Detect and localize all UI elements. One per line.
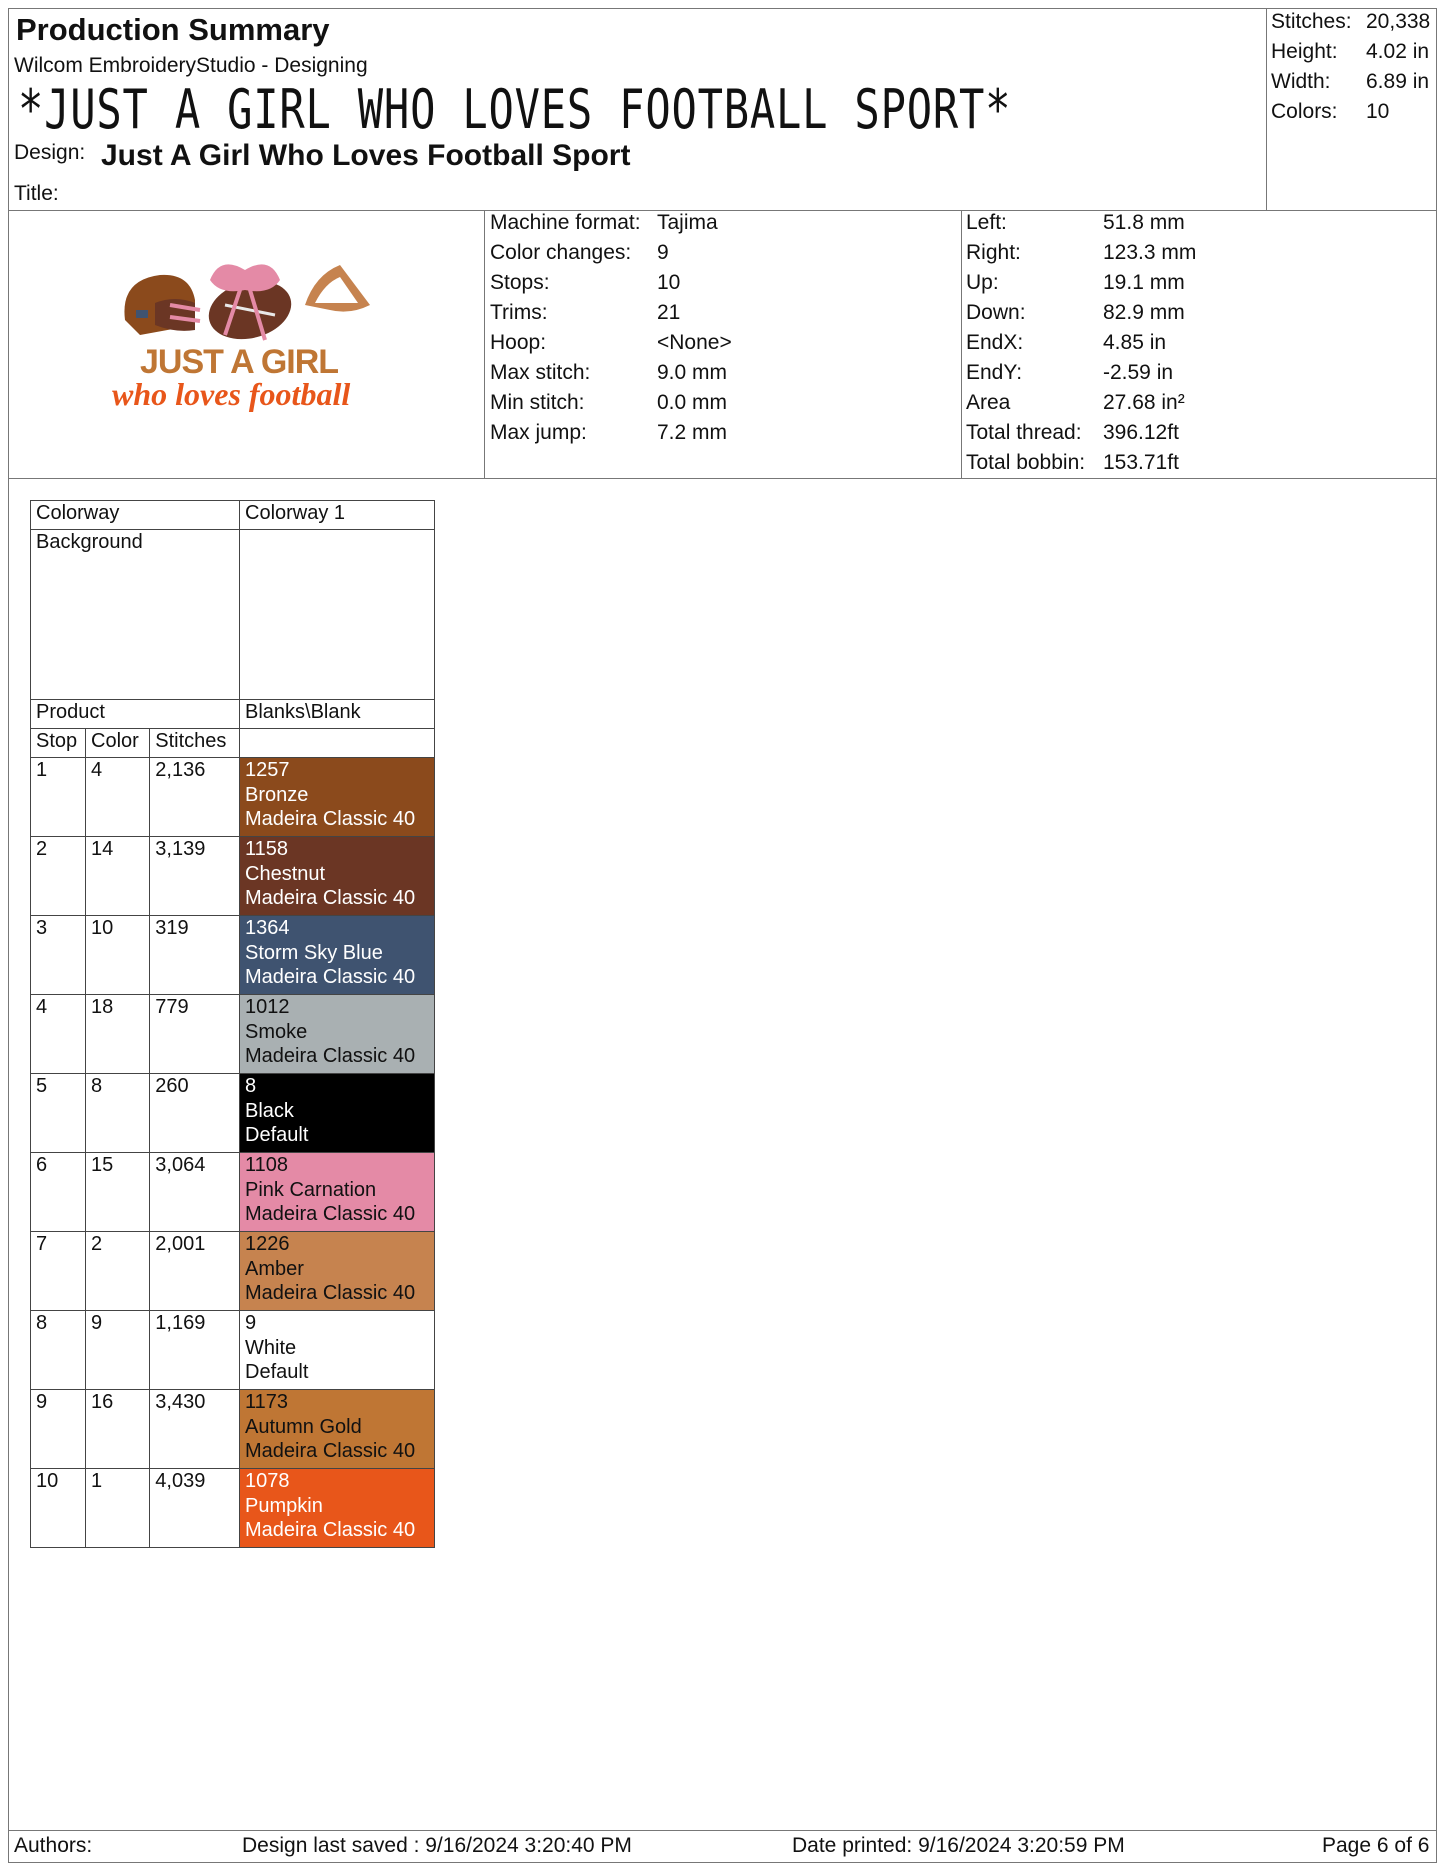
cell-color: 14 <box>86 837 150 916</box>
cell-stitches: 779 <box>150 995 240 1074</box>
thread-name: Pink Carnation <box>245 1178 377 1201</box>
extents-value: 4.85 in <box>1103 331 1167 354</box>
thread-brand: Madeira Classic 40 <box>245 1440 416 1462</box>
footer-authors: Authors: <box>14 1834 93 1857</box>
extents-value: 153.71ft <box>1103 451 1179 474</box>
cell-stitches: 1,169 <box>150 1311 240 1390</box>
summary-value: 4.02 in <box>1366 40 1430 63</box>
page-title: Production Summary <box>16 12 330 47</box>
divider-summary <box>1266 8 1267 210</box>
table-row <box>31 758 435 837</box>
table-row <box>31 916 435 995</box>
background-label: Background <box>31 530 240 700</box>
helmet-icon <box>124 275 200 335</box>
design-preview <box>100 255 400 435</box>
preview-line-1: JUST A GIRL <box>140 343 339 381</box>
cell-stop: 4 <box>31 995 86 1074</box>
cell-color: 9 <box>86 1311 150 1390</box>
table-row <box>31 995 435 1074</box>
extents-value: 19.1 mm <box>1103 271 1185 294</box>
extents-label: Right: <box>966 241 1021 264</box>
product-row <box>31 700 435 729</box>
cell-stop: 6 <box>31 1153 86 1232</box>
cell-stop: 1 <box>31 758 86 837</box>
col-stitches-header: Stitches <box>150 729 240 758</box>
divider-header <box>8 210 1437 211</box>
design-name: Just A Girl Who Loves Football Sport <box>101 139 631 172</box>
thread-brand: Madeira Classic 40 <box>245 1519 416 1541</box>
thread-brand: Default <box>245 1361 309 1383</box>
column-header-row <box>31 729 435 758</box>
footer-page: Page 6 of 6 <box>1322 1834 1430 1857</box>
thread-code: 8 <box>245 1075 257 1097</box>
cell-stop: 7 <box>31 1232 86 1311</box>
preview-line-2: who loves football <box>112 376 351 412</box>
extents-label: Area <box>966 391 1011 414</box>
machine-value: 9 <box>657 241 669 264</box>
football-bow-icon <box>202 264 298 348</box>
extents-label: Total thread: <box>966 421 1082 444</box>
cell-stop: 10 <box>31 1469 86 1548</box>
cell-color: 1 <box>86 1469 150 1548</box>
summary-label: Height: <box>1271 40 1338 63</box>
extents-value: -2.59 in <box>1103 361 1174 384</box>
thread-swatch <box>240 1311 435 1390</box>
machine-label: Stops: <box>490 271 550 294</box>
machine-value: <None> <box>657 331 732 354</box>
cell-stitches: 3,139 <box>150 837 240 916</box>
thread-name: Amber <box>245 1257 304 1280</box>
thread-code: 1226 <box>245 1233 290 1255</box>
cell-stitches: 2,001 <box>150 1232 240 1311</box>
cell-stop: 9 <box>31 1390 86 1469</box>
machine-value: Tajima <box>657 211 718 234</box>
cell-stop: 3 <box>31 916 86 995</box>
summary-label: Stitches: <box>1271 10 1352 33</box>
footer-printed: Date printed: 9/16/2024 3:20:59 PM <box>792 1834 1125 1857</box>
thread-name: Pumpkin <box>245 1494 323 1517</box>
machine-value: 10 <box>657 271 681 294</box>
thread-code: 1012 <box>245 996 290 1018</box>
thread-brand: Madeira Classic 40 <box>245 966 416 988</box>
extents-label: Up: <box>966 271 999 294</box>
thread-swatch <box>240 1469 435 1548</box>
extents-label: Left: <box>966 211 1007 234</box>
thread-brand: Madeira Classic 40 <box>245 1282 416 1304</box>
thread-brand: Madeira Classic 40 <box>245 808 416 830</box>
colorway-row <box>31 501 435 530</box>
thread-swatch <box>240 1390 435 1469</box>
summary-value: 10 <box>1366 100 1390 123</box>
product-value: Blanks\Blank <box>240 700 435 729</box>
machine-label: Max stitch: <box>490 361 591 384</box>
thread-code: 1108 <box>245 1154 289 1176</box>
col-stop-header: Stop <box>31 729 86 758</box>
software-name: Wilcom EmbroideryStudio - Designing <box>14 54 368 77</box>
thread-swatch <box>240 837 435 916</box>
cell-stitches: 3,430 <box>150 1390 240 1469</box>
thread-code: 1173 <box>245 1391 289 1413</box>
machine-value: 0.0 mm <box>657 391 728 414</box>
thread-swatch <box>240 1232 435 1311</box>
thread-swatch <box>240 1074 435 1153</box>
extents-value: 51.8 mm <box>1103 211 1185 234</box>
thread-brand: Madeira Classic 40 <box>245 1045 416 1067</box>
machine-label: Max jump: <box>490 421 587 444</box>
extents-label: EndX: <box>966 331 1024 354</box>
cell-color: 8 <box>86 1074 150 1153</box>
product-label: Product <box>31 700 240 729</box>
extents-label: Total bobbin: <box>966 451 1086 474</box>
cell-color: 4 <box>86 758 150 837</box>
thread-code: 1257 <box>245 759 290 781</box>
design-label: Design: <box>14 141 86 164</box>
summary-value: 6.89 in <box>1366 70 1430 93</box>
thread-brand: Madeira Classic 40 <box>245 887 416 909</box>
divider-footer <box>8 1830 1437 1831</box>
machine-value: 21 <box>657 301 681 324</box>
machine-label: Hoop: <box>490 331 547 354</box>
thread-name: Smoke <box>245 1020 308 1043</box>
background-row <box>31 530 435 700</box>
extents-value: 27.68 in² <box>1103 391 1185 414</box>
summary-label: Width: <box>1271 70 1331 93</box>
extents-label: EndY: <box>966 361 1023 384</box>
machine-value: 7.2 mm <box>657 421 728 444</box>
machine-label: Color changes: <box>490 241 632 264</box>
cell-stop: 8 <box>31 1311 86 1390</box>
divider-extents <box>961 210 962 478</box>
cell-color: 10 <box>86 916 150 995</box>
summary-label: Colors: <box>1271 100 1338 123</box>
divider-info <box>8 478 1437 479</box>
thread-brand: Madeira Classic 40 <box>245 1203 416 1225</box>
cell-stop: 2 <box>31 837 86 916</box>
thread-brand: Default <box>245 1124 309 1146</box>
cell-color: 18 <box>86 995 150 1074</box>
table-row <box>31 1390 435 1469</box>
extents-label: Down: <box>966 301 1026 324</box>
thread-name: Black <box>245 1099 294 1122</box>
thread-swatch <box>240 995 435 1074</box>
thread-name: Autumn Gold <box>245 1415 362 1438</box>
machine-label: Trims: <box>490 301 548 324</box>
cell-color: 2 <box>86 1232 150 1311</box>
col-color-header: Color <box>86 729 150 758</box>
colorway-label: Colorway <box>31 501 240 530</box>
colorway-value: Colorway 1 <box>240 501 435 530</box>
machine-label: Min stitch: <box>490 391 585 414</box>
extents-value: 396.12ft <box>1103 421 1179 444</box>
thread-code: 1364 <box>245 917 290 939</box>
cell-stitches: 2,136 <box>150 758 240 837</box>
machine-label: Machine format: <box>490 211 641 234</box>
table-row <box>31 837 435 916</box>
cell-color: 15 <box>86 1153 150 1232</box>
thread-code: 1078 <box>245 1470 290 1492</box>
cell-stitches: 260 <box>150 1074 240 1153</box>
title-label: Title: <box>14 182 59 205</box>
thread-swatch <box>240 916 435 995</box>
table-row <box>31 1153 435 1232</box>
design-lettering: *JUST A GIRL WHO LOVES FOOTBALL SPORT* <box>18 78 1012 141</box>
col-thread-header <box>240 729 435 758</box>
cell-stitches: 3,064 <box>150 1153 240 1232</box>
table-row <box>31 1232 435 1311</box>
extents-value: 82.9 mm <box>1103 301 1185 324</box>
thread-code: 9 <box>245 1312 257 1334</box>
summary-value: 20,338 <box>1366 10 1431 33</box>
divider-machine <box>484 210 485 478</box>
table-row <box>31 1311 435 1390</box>
footer-saved: Design last saved : 9/16/2024 3:20:40 PM <box>242 1834 632 1857</box>
thread-name: Bronze <box>245 783 309 806</box>
extents-value: 123.3 mm <box>1103 241 1197 264</box>
thread-name: Storm Sky Blue <box>245 941 383 964</box>
colorway-table <box>30 500 435 1548</box>
background-swatch <box>240 530 435 700</box>
thread-name: White <box>245 1336 297 1359</box>
thread-swatch <box>240 758 435 837</box>
table-row <box>31 1074 435 1153</box>
pennant-icon <box>305 265 370 312</box>
thread-swatch <box>240 1153 435 1232</box>
table-row <box>31 1469 435 1548</box>
cell-color: 16 <box>86 1390 150 1469</box>
cell-stitches: 319 <box>150 916 240 995</box>
cell-stop: 5 <box>31 1074 86 1153</box>
machine-value: 9.0 mm <box>657 361 728 384</box>
thread-name: Chestnut <box>245 862 326 885</box>
cell-stitches: 4,039 <box>150 1469 240 1548</box>
thread-code: 1158 <box>245 838 289 860</box>
